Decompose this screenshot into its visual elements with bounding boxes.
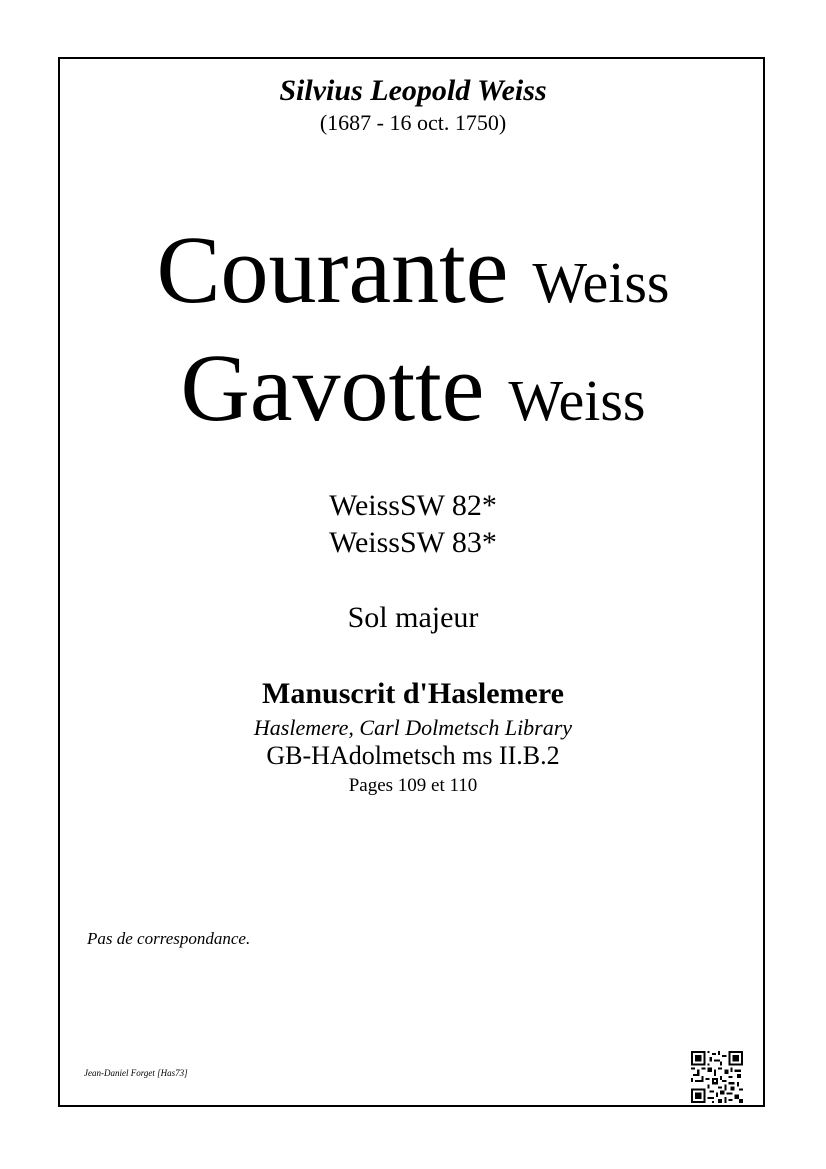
correspondence-note: Pas de correspondance. xyxy=(87,929,251,948)
manuscript-library: Haslemere, Carl Dolmetsch Library xyxy=(253,715,573,740)
title-courante xyxy=(0,216,826,323)
title-suffix: Weiss xyxy=(532,250,670,315)
title-gavotte xyxy=(0,334,826,441)
catalogue-number: WeissSW 83* xyxy=(329,526,497,559)
key-signature: Sol majeur xyxy=(347,601,479,634)
manuscript-title: Manuscrit d'Haslemere xyxy=(262,677,564,710)
manuscript-shelfmark: GB-HAdolmetsch ms II.B.2 xyxy=(266,741,560,770)
title-suffix: Weiss xyxy=(508,368,646,433)
page-frame xyxy=(58,57,765,1107)
composer-name: Silvius Leopold Weiss xyxy=(279,74,547,107)
qr-code-icon xyxy=(691,1051,743,1103)
title-main: Courante xyxy=(156,216,509,323)
composer-dates: (1687 - 16 oct. 1750) xyxy=(319,110,507,135)
manuscript-pages: Pages 109 et 110 xyxy=(348,775,478,796)
footer-credit: Jean-Daniel Forget [Has73] xyxy=(84,1068,188,1078)
catalogue-number: WeissSW 82* xyxy=(329,489,497,522)
title-main: Gavotte xyxy=(180,334,485,441)
